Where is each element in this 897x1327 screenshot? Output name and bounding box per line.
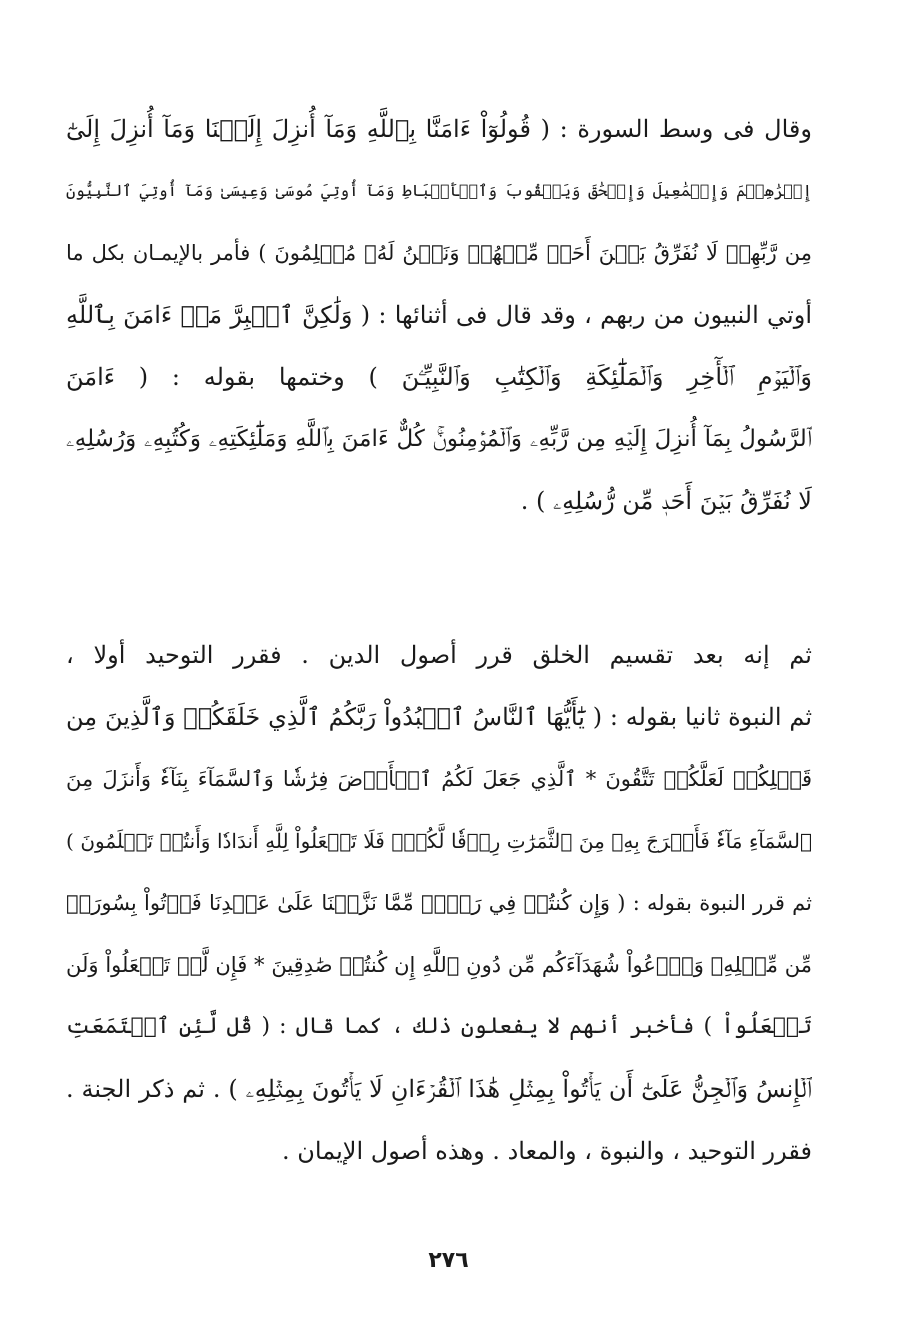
paragraph-2 (66, 624, 812, 1182)
text-line: قَبۡلِكُمۡ لَعَلَّكُمۡ تَتَّقُونَ * ٱلَّذِي جَعَلَ لَكُمُ ٱلۡأَرۡضَ فِرَٰشٗا وَٱلسَّمَآءَ بِنَآءٗ وَأَنزَلَ مِنَ (66, 767, 812, 791)
text-line: ٱلرَّسُولُ بِمَآ أُنزِلَ إِلَيۡهِ مِن رَّبِّهِۦ وَٱلۡمُؤۡمِنُونَۚ كُلٌّ ءَامَنَ بِٱللَّهِ وَمَلَٰٓئِكَتِهِۦ وَكُتُبِهِۦ وَرُسُلِهِۦ (66, 426, 812, 452)
text-line: ثم النبوة ثانيا بقوله : ( يَٰٓأَيُّهَا ٱلنَّاسُ ٱعۡبُدُواْ رَبَّكُمُ ٱلَّذِي خَلَقَكُمۡ وَٱلَّذِينَ مِن (66, 703, 812, 731)
page-number: ٢٧٦ (428, 1248, 469, 1273)
text-line: ثم قرر النبوة بقوله : ( وَإِن كُنتُمۡ فِي رَيۡبٖ مِّمَّا نَزَّلۡنَا عَلَىٰ عَبۡدِنَا فَأۡتُواْ بِسُورَةٖ (66, 891, 812, 915)
text-line: ٱلسَّمَآءِ مَآءٗ فَأَخۡرَجَ بِهِۦ مِنَ ٱلثَّمَرَٰتِ رِزۡقٗا لَّكُمۡۖ فَلَا تَجۡعَلُواْ لِلَّهِ أَندَادٗا وَأَنتُمۡ تَعۡلَمُونَ ) (66, 829, 812, 853)
text-line: لَا نُفَرِّقُ بَيۡنَ أَحَدٖ مِّن رُّسُلِهِۦ ) . (520, 487, 812, 515)
text-line: وقال فى وسط السورة : ( قُولُوٓاْ ءَامَنَّا بِٱللَّهِ وَمَآ أُنزِلَ إِلَيۡنَا وَمَآ أُنزِلَ إِلَىٰٓ (66, 115, 812, 143)
text-line: تَفۡعَلُواْ ) فأخبر أنهم لا يفعلون ذلك ، كما قال : ( قُل لَّئِنِ ٱجۡتَمَعَتِ (66, 1014, 812, 1039)
text-line: وَٱلۡيَوۡمِ ٱلۡأٓخِرِ وَٱلۡمَلَٰٓئِكَةِ وَٱلۡكِتَٰبِ وَٱلنَّبِيِّـۧنَ ) وختمها بقوله : ( ءَامَنَ (66, 363, 812, 391)
text-line: ثم إنه بعد تقسيم الخلق قرر أصول الدين . فقرر التوحيد أولا ، (66, 641, 812, 669)
text-line: إِبۡرَٰهِـۧمَ وَإِسۡمَٰعِيلَ وَإِسۡحَٰقَ وَيَعۡقُوبَ وَٱلۡأَسۡبَاطِ وَمَآ أُوتِيَ مُوسَىٰ وَعِيسَىٰ وَمَآ أُوتِيَ ٱلنَّبِيُّونَ (66, 181, 812, 200)
text-line: أوتي النبيون من ربهم ، وقد قال فى أثنائها : ( وَلَٰكِنَّ ٱلۡبِرَّ مَنۡ ءَامَنَ بِٱللَّهِ (66, 301, 812, 329)
text-line: مِن رَّبِّهِمۡ لَا نُفَرِّقُ بَيۡنَ أَحَدٖ مِّنۡهُمۡ وَنَحۡنُ لَهُۥ مُسۡلِمُونَ ) فأمر بالإيمـان بكل ما (66, 241, 812, 265)
text-line: فقرر التوحيد ، والنبوة ، والمعاد . وهذه أصول الإيمان . (282, 1137, 812, 1165)
paragraph-1 (66, 98, 812, 532)
text-line: ٱلۡإِنسُ وَٱلۡجِنُّ عَلَىٰٓ أَن يَأۡتُواْ بِمِثۡلِ هَٰذَا ٱلۡقُرۡءَانِ لَا يَأۡتُونَ بِمِثۡلِهِۦ ) . ثم ذكر الجنة . (66, 1075, 812, 1103)
text-line: مِّن مِّثۡلِهِۦ وَٱدۡعُواْ شُهَدَآءَكُم مِّن دُونِ ٱللَّهِ إِن كُنتُمۡ صَٰدِقِينَ * فَإِن لَّمۡ تَفۡعَلُواْ وَلَن (66, 953, 812, 977)
